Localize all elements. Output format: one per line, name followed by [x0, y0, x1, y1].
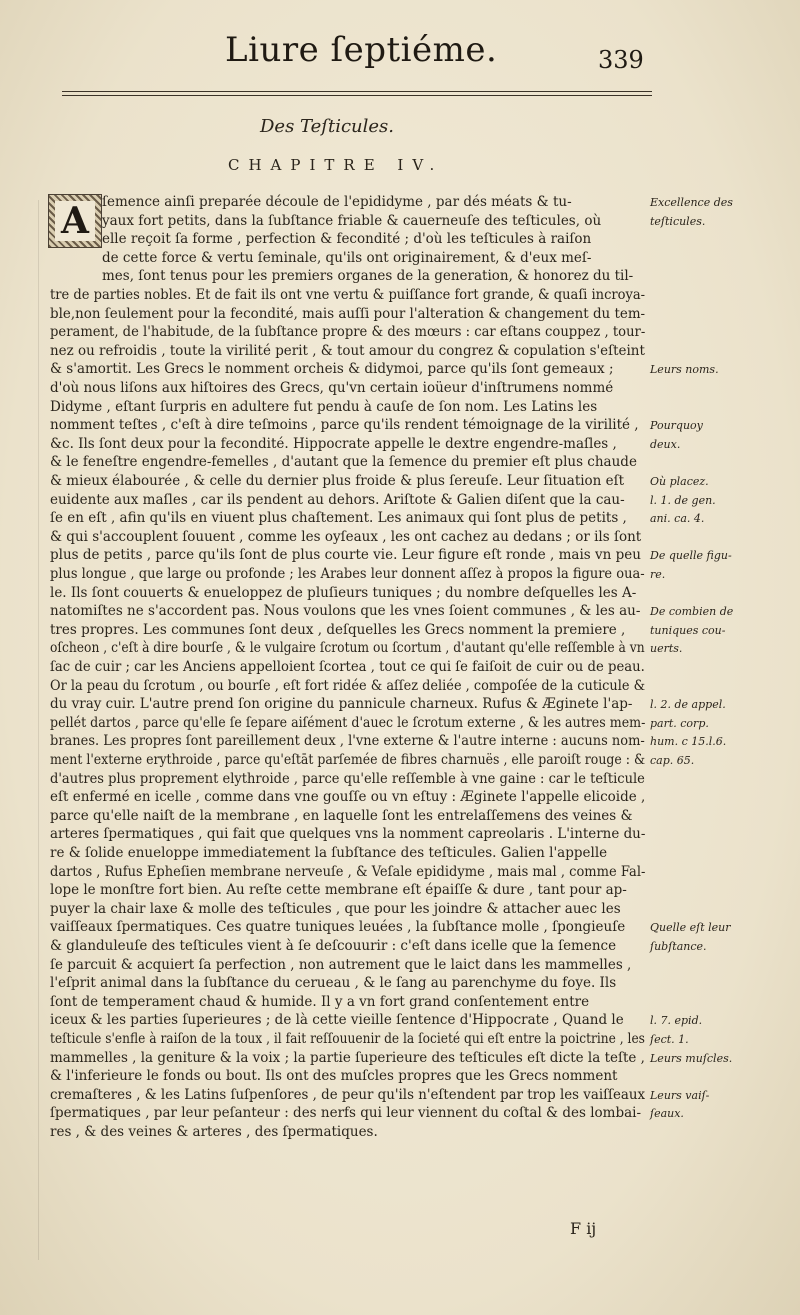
margin-note: cap. 65. [650, 754, 695, 767]
body-line: nez ou refroidis , toute la virilité perit , & tout amour du congrez & copulation s'eſteint [50, 342, 645, 359]
body-line: mes, ſont tenus pour les premiers organes de la generation, & honorez du til- [102, 268, 634, 285]
margin-note: Quelle eſt leur [650, 921, 731, 935]
body-line: &c. Ils ſont deux pour la fecondité. Hippocrate appelle le dextre engendre-maſles , [50, 435, 617, 452]
body-line: natomiſtes ne s'accordent pas. Nous voulons que les vnes ſoient communes , & les au- [50, 603, 641, 620]
signature-mark: F ij [570, 1219, 597, 1238]
body-line: ſpermatiques , par leur peſanteur : des nerfs qui leur viennent du coſtal & des lombai- [50, 1105, 642, 1122]
margin-note: Pourquoy [650, 419, 703, 433]
body-line: nomment teſtes , c'eſt à dire teſmoins , parce qu'ils rendent témoignage de la virilité , [50, 417, 639, 434]
running-header-title: Liure ſeptiéme. [225, 30, 498, 70]
body-line: re & ſolide enueloppe immediatement la ſubſtance des teſticules. Galien l'appelle [50, 845, 608, 861]
margin-note: Où placez. [650, 475, 709, 488]
margin-note: l. 1. de gen. [650, 493, 716, 507]
body-line: vaiſſeaux ſpermatiques. Ces quatre tuniques leuées , la ſubſtance molle , ſpongieuſe [50, 919, 626, 936]
body-line: du vray cuir. L'autre prend ſon origine du pannicule charneux. Rufus & Æginete l'ap- [50, 696, 633, 713]
margin-note: l. 7. epid. [650, 1014, 703, 1028]
body-line: & qui s'accouplent ſouuent , comme les oyſeaux , les ont cachez au dedans ; or ils ſont [50, 528, 642, 545]
body-line: arteres ſpermatiques , qui fait que quelques vns la nomment capreolaris . L'interne du- [50, 826, 646, 843]
margin-note: De combien de [650, 605, 734, 619]
margin-note: ſect. 1. [650, 1033, 689, 1046]
body-line: puyer la chair laxe & molle des teſticules , que pour les joindre & attacher auec les [50, 900, 621, 917]
body-line: plus longue , que large ou profonde ; les Arabes leur donnent aſſez à propos la figure oua- [50, 566, 645, 582]
body-line: Didyme , eſtant ſurpris en adultere fut pendu à cauſe de ſon nom. Les Latins les [50, 398, 598, 415]
body-line: elle reçoit ſa forme , perfection & fecondité ; d'où les teſticules à raiſon [102, 231, 592, 248]
body-line: & le feneſtre engendre-femelles , d'autant que la ſemence du premier eſt plus chaude [50, 454, 637, 471]
body-line: plus de petits , parce qu'ils ſont de plus courte vie. Leur figure eſt ronde , mais vn peu [50, 547, 641, 564]
body-line: euidente aux maſles , car ils pendent au dehors. Ariſtote & Galien diſent que la cau- [50, 491, 625, 508]
margin-note: hum. c 15.l.6. [650, 735, 727, 749]
body-line: perament, de l'habitude, de la ſubſtance propre & des mœurs : car eſtans couppez , tour- [50, 324, 646, 341]
margin-note: re. [650, 568, 666, 581]
page-number: 339 [598, 46, 644, 74]
body-line: ment l'externe erythroide , parce qu'eſtāt parſemée de fibres charnuës , elle paroiſt rouge : & [50, 752, 646, 768]
margin-note: deux. [650, 437, 681, 451]
body-line: eſt enfermé en icelle , comme dans vne gouſſe ou vn eſtuy : Æginete l'appelle elicoide , [50, 789, 646, 806]
body-line: ble,non ſeulement pour la fecondité, mais auſſi pour l'alteration & changement du tem- [50, 305, 646, 322]
body-line: & mieux élabourée , & celle du dernier plus froide & plus ſereuſe. Leur ſituation eſt [50, 473, 625, 489]
body-line: mammelles , la geniture & la voix ; la partie ſuperieure des teſticules eſt dicte la teſte , [50, 1049, 645, 1066]
margin-note: Excellence des [650, 196, 733, 209]
body-line: le. Ils ſont couuerts & enueloppez de pluſieurs tuniques ; du nombre deſquelles les A- [50, 584, 637, 601]
margin-note: teſticules. [650, 214, 706, 228]
margin-note: tuniques cou- [650, 623, 726, 637]
body-line: tre de parties nobles. Et de fait ils ont vne vertu & puiſſance fort grande, & quaſi incroya- [50, 287, 646, 303]
body-line: d'autres plus proprement elythroide , parce qu'elle reſſemble à vne gaine : car le teſticule [50, 770, 645, 787]
body-line: iceux & les parties ſuperieures ; de là cette vieille ſentence d'Hippocrate , Quand le [50, 1012, 624, 1029]
margin-note: Leurs vaiſ- [650, 1088, 710, 1102]
body-line: de cette force & vertu ſeminale, qu'ils ont originairement, & d'eux meſ- [102, 249, 592, 266]
margin-note: ani. ca. 4. [650, 512, 705, 526]
drop-cap-letter: A [55, 201, 95, 241]
body-line: ſont de temperament chaud & humide. Il y a vn fort grand conſentement entre [50, 993, 590, 1010]
body-line: d'où nous liſons aux hiſtoires des Grecs, qu'vn certain ioüeur d'inſtrumens nommé [50, 380, 614, 396]
body-line: parce qu'elle naiſt de la membrane , en laquelle ſont les entrelaſſemens des veines & [50, 807, 633, 824]
margin-note: ſubſtance. [650, 940, 707, 953]
body-line: ſe en eſt , afin qu'ils en viuent plus chaſtement. Les animaux qui ſont plus de petits , [50, 510, 627, 527]
margin-note: l. 2. de appel. [650, 698, 726, 712]
body-line: yaux fort petits, dans la ſubſtance friable & cauerneuſe des teſticules, où [102, 212, 602, 229]
margin-note: De quelle figu- [650, 549, 732, 563]
margin-note: Leurs noms. [650, 363, 719, 377]
body-line: ſemence ainſi preparée découle de l'epididyme , par dés méats & tu- [102, 194, 572, 210]
body-line: ſac de cuir ; car les Anciens appelloient ſcortea , tout ce qui ſe faiſoit de cuir ou de peau. [50, 659, 645, 675]
margin-note: part. corp. [650, 716, 709, 730]
margin-note: Leurs muſcles. [650, 1051, 733, 1065]
body-line: tres propres. Les communes ſont deux , deſquelles les Grecs nomment la premiere , [50, 621, 626, 638]
body-line: & l'inferieure le fonds ou bout. Ils ont des muſcles propres que les Grecs nomment [50, 1068, 618, 1085]
body-line: & s'amortit. Les Grecs le nomment orcheis & didymoi, parce qu'ils ſont gemeaux ; [50, 361, 614, 378]
chapter-heading: CHAPITRE IV. [228, 156, 444, 174]
body-line: dartos , Rufus Epheſien membrane nerveuſe , & Veſale epididyme , mais mal , comme Fal- [50, 863, 646, 880]
body-line: pellét dartos , parce qu'elle ſe ſepare aiſément d'auec le ſcrotum externe , & les autres mem- [50, 714, 646, 731]
body-line: res , & des veines & arteres , des ſpermatiques. [50, 1124, 378, 1140]
body-line: ſe parcuit & acquiert ſa perfection , non autrement que le laict dans les mammelles , [50, 956, 632, 973]
body-line: oſcheon , c'eſt à dire bourſe , & le vulgaire ſcrotum ou ſcortum , d'autant qu'elle reſſemble à vn [50, 640, 645, 657]
margin-note: ſeaux. [650, 1107, 684, 1121]
body-line: cremaſteres , & les Latins ſuſpenſores , de peur qu'ils n'eſtendent par trop les vaiſſeaux [50, 1086, 646, 1103]
section-title: Des Teſticules. [260, 116, 394, 137]
body-line: & glanduleuſe des teſticules vient à ſe deſcouurir : c'eſt dans icelle que la ſemence [50, 938, 617, 954]
body-line: Or la peau du ſcrotum , ou bourſe , eſt fort ridée & aſſez deliée , compoſée de la cuticule & [50, 677, 646, 694]
margin-note: uerts. [650, 642, 683, 656]
body-line: branes. Les propres ſont pareillement deux , l'vne externe & l'autre interne : aucuns nom- [50, 733, 645, 750]
body-line: l'eſprit animal dans la ſubſtance du cerueau , & le ſang au parenchyme du foye. Ils [50, 975, 617, 992]
body-line: lope le monſtre fort bien. Au reſte cette membrane eſt épaiſſe & dure , tant pour ap- [50, 882, 627, 899]
body-line: teſticule s'enfle à raiſon de la toux , il fait reſſouuenir de la ſocieté qui eſt entre la poictrine , les [50, 1031, 645, 1047]
